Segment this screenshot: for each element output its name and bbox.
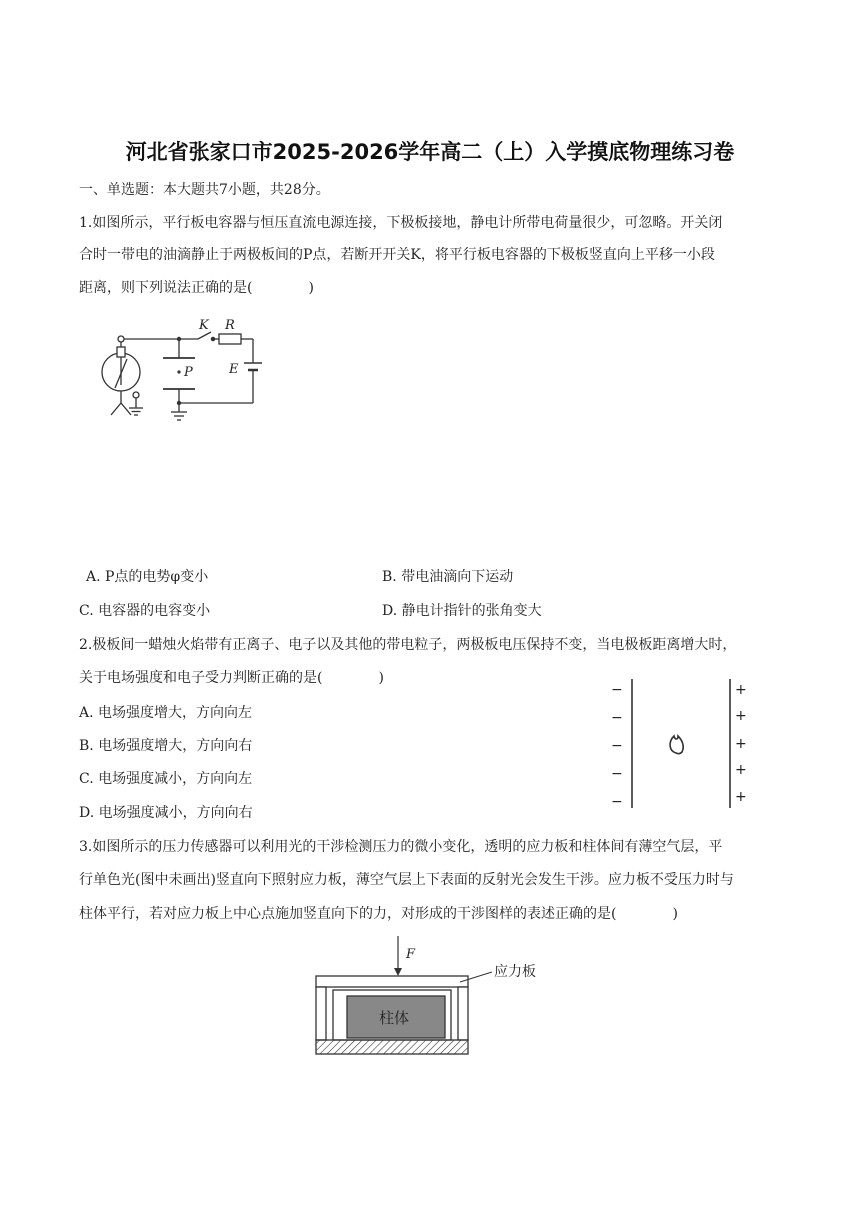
q1-text-line-1: 1.如图所示，平行板电容器与恒压直流电源连接，下极板接地，静电计所带电荷量很少，可忽略。开关闭 <box>79 215 723 231</box>
q2-option-d[interactable]: D. 电场强度减小，方向向右 <box>79 805 253 821</box>
minus-sign-5: − <box>611 794 623 810</box>
minus-sign-1: − <box>611 682 623 698</box>
plus-sign-2: + <box>735 708 747 724</box>
base-hatched <box>316 1040 468 1054</box>
q1-text-line-3: 距离，则下列说法正确的是( ) <box>79 280 314 296</box>
stress-plate <box>316 976 468 987</box>
q3-text-line-3: 柱体平行，若对应力板上中心点施加竖直向下的力，对形成的干涉图样的表述正确的是( ) <box>79 906 678 922</box>
label-e: E <box>229 362 239 377</box>
label-stress-plate: 应力板 <box>494 964 536 980</box>
electrometer-knob <box>118 336 124 342</box>
q1-text-line-2: 合时一带电的油滴静止于两极板间的P点，若断开开关K，将平行板电容器的下极板竖直向上平移一小段 <box>79 247 715 263</box>
q1-option-b[interactable]: B. 带电油滴向下运动 <box>382 569 514 585</box>
plus-sign-3: + <box>735 736 747 752</box>
resistor-r <box>219 334 241 344</box>
label-f: F <box>406 947 416 962</box>
plus-sign-1: + <box>735 682 747 698</box>
q3-text-line-2: 行单色光(图中未画出)竖直向下照射应力板，薄空气层上下表面的反射光会发生干涉。应力板不受压力时与 <box>79 872 734 888</box>
section-heading: 一、单选题：本大题共7小题，共28分。 <box>79 182 330 198</box>
q1-option-c[interactable]: C. 电容器的电容变小 <box>79 603 211 619</box>
q1-option-a[interactable]: A. P点的电势φ变小 <box>86 569 209 585</box>
plus-sign-4: + <box>735 762 747 778</box>
q1-circuit-diagram <box>95 315 270 430</box>
label-p: P <box>184 365 193 380</box>
q2-option-c[interactable]: C. 电场强度减小，方向向左 <box>79 771 253 787</box>
q1-option-d[interactable]: D. 静电计指针的张角变大 <box>382 603 542 619</box>
q2-option-a[interactable]: A. 电场强度增大，方向向左 <box>79 705 253 721</box>
q2-text-line-1: 2.极板间一蜡烛火焰带有正离子、电子以及其他的带电粒子，两极板电压保持不变，当电极板距离增大时， <box>79 637 737 653</box>
page-title: 河北省张家口市2025-2026学年高二（上）入学摸底物理练习卷 <box>125 140 735 164</box>
q2-option-b[interactable]: B. 电场强度增大，方向向右 <box>79 738 253 754</box>
oil-drop-p <box>177 370 180 373</box>
label-column: 柱体 <box>379 1009 410 1027</box>
candle-flame <box>670 736 683 754</box>
q2-candle-plates-diagram <box>608 674 778 814</box>
label-r: R <box>225 318 235 333</box>
q3-pressure-sensor-diagram <box>300 932 560 1057</box>
q3-text-line-1: 3.如图所示的压力传感器可以利用光的干涉检测压力的微小变化，透明的应力板和柱体间有薄空气层，平 <box>79 839 723 855</box>
minus-sign-4: − <box>611 766 623 782</box>
switch-k <box>198 332 211 339</box>
q2-text-line-2: 关于电场强度和电子受力判断正确的是( ) <box>79 670 384 686</box>
minus-sign-2: − <box>611 710 623 726</box>
label-k: K <box>199 318 209 333</box>
plus-sign-5: + <box>735 789 747 805</box>
minus-sign-3: − <box>611 738 623 754</box>
